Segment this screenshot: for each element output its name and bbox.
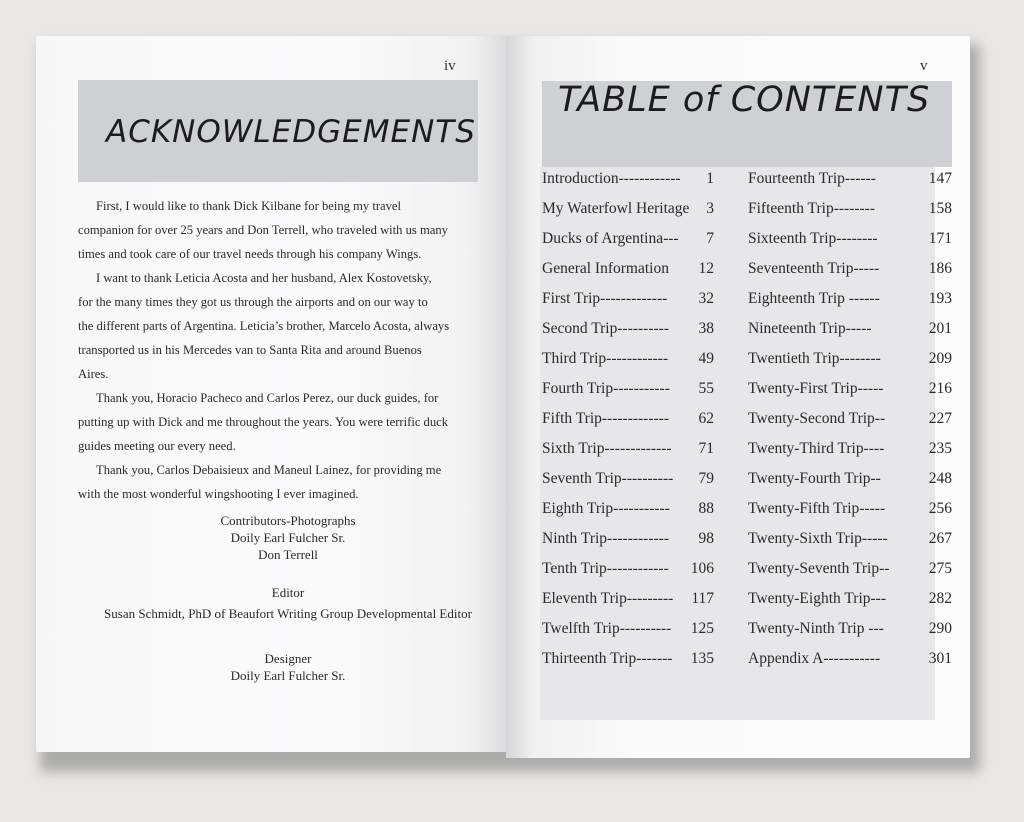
contributor-name: Doily Earl Fulcher Sr.: [230, 530, 346, 545]
toc-entry-title: Third Trip------------: [542, 350, 669, 367]
toc-row: [542, 230, 954, 260]
ack-line: guides meeting our every need.: [78, 439, 236, 453]
toc-entry-title: Second Trip----------: [542, 320, 669, 337]
ack-line: the different parts of Argentina. Leticia’s brother, Marcelo Acosta, always: [78, 319, 450, 333]
toc-entry-page: 1: [706, 170, 714, 187]
toc-entry-title: Eleventh Trip---------: [542, 590, 674, 607]
toc-entry-title: Twenty-Ninth Trip ---: [748, 620, 884, 637]
toc-entry-page: 55: [698, 380, 714, 397]
toc-entry-title: Fourth Trip-----------: [542, 380, 670, 397]
toc-entry-page: 7: [706, 230, 714, 247]
toc-row: [542, 440, 954, 470]
toc-entry-page: 256: [928, 500, 952, 517]
toc-entry-page: 88: [698, 500, 714, 517]
toc-row: [542, 170, 954, 200]
designer-title: Designer: [264, 651, 312, 666]
contributors-block: [78, 512, 498, 563]
toc-row: [542, 200, 954, 230]
toc-entry-page: 235: [928, 440, 952, 457]
toc-row: [542, 650, 954, 680]
toc-entry-title: Tenth Trip------------: [542, 560, 669, 577]
ack-line: First, I would like to thank Dick Kilbane for being my travel: [96, 199, 401, 213]
toc-entry-title: Eighteenth Trip ------: [748, 290, 880, 307]
editor-name: Susan Schmidt, PhD of Beaufort Writing Group Developmental Editor: [104, 606, 472, 621]
toc-entry-page: 135: [690, 650, 714, 667]
toc-entry-title: Sixth Trip-------------: [542, 440, 672, 457]
toc-entry-title: Thirteenth Trip-------: [542, 650, 673, 667]
toc-entry-title: Twelfth Trip----------: [542, 620, 672, 637]
toc-entry-page: 193: [928, 290, 952, 307]
toc-entry-page: 201: [928, 320, 952, 337]
toc-entry-page: 227: [928, 410, 952, 427]
toc-entry-page: 158: [928, 200, 952, 217]
ack-line: Thank you, Horacio Pacheco and Carlos Perez, our duck guides, for: [96, 391, 439, 405]
toc-entry-title: Nineteenth Trip-----: [748, 320, 872, 337]
left-page: [36, 36, 506, 752]
toc-entry-page: 147: [928, 170, 952, 187]
toc-entry-title: Fifteenth Trip--------: [748, 200, 875, 217]
ack-line: putting up with Dick and me throughout the years. You were terrific duck: [78, 415, 449, 429]
toc-row: [542, 590, 954, 620]
toc-entry-page: 209: [928, 350, 952, 367]
toc-row: [542, 380, 954, 410]
toc-entry-page: 301: [928, 650, 952, 667]
toc-row: [542, 320, 954, 350]
toc-entry-title: Seventeenth Trip-----: [748, 260, 880, 277]
toc-entry-title: Fourteenth Trip------: [748, 170, 876, 187]
toc-entry-title: Appendix A-----------: [748, 650, 881, 667]
toc-entry-page: 38: [698, 320, 714, 337]
designer-name: Doily Earl Fulcher Sr.: [230, 668, 346, 683]
toc-entry-page: 32: [698, 290, 714, 307]
toc-row: [542, 470, 954, 500]
toc-entry-title: Twentieth Trip--------: [748, 350, 881, 367]
toc-entry-title: Seventh Trip----------: [542, 470, 674, 487]
toc-entry-title: Twenty-Sixth Trip-----: [748, 530, 888, 547]
ack-line: Aires.: [78, 367, 109, 381]
ack-line: I want to thank Leticia Acosta and her husband, Alex Kostovetsky,: [96, 271, 432, 285]
toc-entry-page: 171: [928, 230, 952, 247]
toc-entry-page: 106: [690, 560, 714, 577]
right-page-number: v: [920, 58, 928, 74]
toc-entry-title: Twenty-Fourth Trip--: [748, 470, 881, 487]
ack-line: times and took care of our travel needs through his company Wings.: [78, 247, 422, 261]
acknowledgements-body: [78, 194, 478, 506]
toc-entry-page: 98: [698, 530, 714, 547]
toc-entry-title: My Waterfowl Heritage: [542, 200, 690, 217]
toc-entry-page: 79: [698, 470, 714, 487]
toc-entry-page: 3: [706, 200, 714, 217]
ack-line: Thank you, Carlos Debaisieux and Maneul Lainez, for providing me: [96, 463, 442, 477]
contributor-name: Don Terrell: [258, 547, 318, 562]
toc-entry-page: 275: [928, 560, 952, 577]
toc-heading: TABLE of CONTENTS: [558, 80, 931, 120]
toc-entry-title: Twenty-First Trip-----: [748, 380, 884, 397]
toc-entry-title: General Information: [542, 260, 669, 277]
right-page: [506, 36, 970, 758]
toc-entry-page: 282: [928, 590, 952, 607]
left-page-number: iv: [444, 58, 456, 74]
toc-entry-title: Sixteenth Trip--------: [748, 230, 878, 247]
toc-entry-page: 62: [698, 410, 714, 427]
toc-entry-title: Twenty-Third Trip----: [748, 440, 885, 457]
toc-entry-page: 71: [698, 440, 714, 457]
toc-row: [542, 350, 954, 380]
toc-entry-page: 216: [928, 380, 952, 397]
toc-row: [542, 620, 954, 650]
toc-entry-title: Fifth Trip-------------: [542, 410, 669, 427]
toc-entry-title: Introduction------------: [542, 170, 681, 187]
toc-row: [542, 560, 954, 590]
editor-block: [78, 584, 498, 622]
toc-entry-page: 186: [928, 260, 952, 277]
toc-entry-title: Ninth Trip------------: [542, 530, 669, 547]
toc-row: [542, 500, 954, 530]
contributors-title: Contributors-Photographs: [220, 513, 356, 528]
designer-block: [78, 650, 498, 684]
toc-entry-page: 248: [928, 470, 952, 487]
toc-entry-title: Twenty-Fifth Trip-----: [748, 500, 886, 517]
ack-line: transported us in his Mercedes van to Santa Rita and around Buenos: [78, 343, 422, 357]
toc-entry-title: Twenty-Seventh Trip--: [748, 560, 890, 577]
editor-title: Editor: [271, 585, 305, 600]
toc-row: [542, 410, 954, 440]
toc-entry-title: First Trip-------------: [542, 290, 668, 307]
toc-entry-page: 49: [698, 350, 714, 367]
toc-entry-title: Twenty-Eighth Trip---: [748, 590, 886, 607]
toc-row: [542, 260, 954, 290]
ack-line: with the most wonderful wingshooting I ever imagined.: [78, 487, 359, 501]
ack-line: for the many times they got us through the airports and on our way to: [78, 295, 428, 309]
toc-entry-title: Eighth Trip-----------: [542, 500, 670, 517]
toc-entry-title: Twenty-Second Trip--: [748, 410, 886, 427]
acknowledgements-heading: ACKNOWLEDGEMENTS: [106, 114, 476, 150]
toc-entry-page: 290: [928, 620, 952, 637]
toc-row: [542, 530, 954, 560]
toc-entry-title: Ducks of Argentina---: [542, 230, 679, 247]
ack-line: companion for over 25 years and Don Terrell, who traveled with us many: [78, 223, 448, 237]
toc-entry-page: 117: [691, 590, 714, 607]
toc-row: [542, 290, 954, 320]
toc-entry-page: 12: [698, 260, 714, 277]
toc-entry-page: 125: [690, 620, 714, 637]
toc-entry-page: 267: [928, 530, 952, 547]
